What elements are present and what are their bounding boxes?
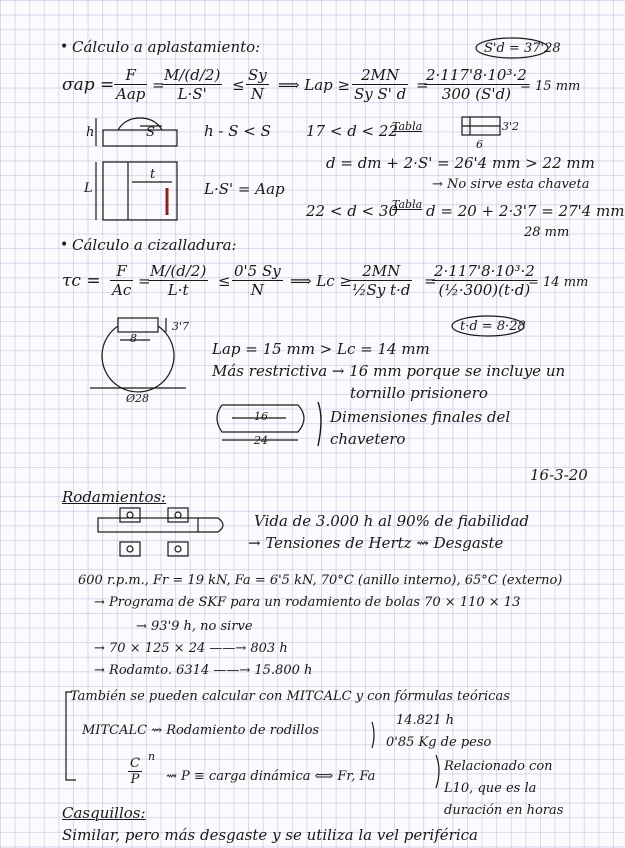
frac-den: Aap: [116, 85, 146, 103]
frac-05sy-n: [232, 262, 283, 299]
d-eq-1: d = dm + 2·S' = 26'4 mm > 22 mm: [326, 154, 595, 172]
frac-num: Sy: [248, 66, 267, 84]
label-t: t: [150, 167, 156, 182]
frac-c-p: [128, 756, 142, 787]
relacionado-3: duración en horas: [444, 803, 564, 818]
frac-f-aap: [114, 66, 147, 103]
frac-2mn: [352, 66, 408, 103]
tau-label: τc =: [62, 271, 101, 291]
frac-num: 2MN: [350, 262, 412, 281]
frac-num: 0'5 Sy: [234, 262, 281, 280]
frac-den: Ac: [112, 281, 132, 299]
casquillos-text: Similar, pero más desgaste y se utiliza la vel periférica: [62, 826, 478, 844]
dim-8: 8: [130, 332, 137, 345]
section-title-cizalladura: Cálculo a cizalladura:: [72, 236, 237, 254]
result-lc: = 14 mm: [528, 275, 589, 290]
keyway-front-rect: [103, 162, 177, 220]
relacionado-1: Relacionado con: [444, 759, 553, 774]
range-22-30: 22 < d < 30: [306, 202, 398, 220]
frac-den: P: [130, 772, 140, 787]
tabla-1: Tabla: [392, 120, 423, 133]
eq-sign-3: =: [138, 272, 151, 290]
result-lap: = 15 mm: [520, 79, 581, 94]
frac-moment: [162, 66, 222, 103]
dim-28: Ø28: [126, 392, 150, 405]
frac-den: N: [250, 281, 264, 299]
bearing-1-bottom: [120, 542, 140, 556]
tabla-2: Tabla: [392, 198, 423, 211]
bullet-2: •: [60, 237, 69, 253]
tambien: También se pueden calcular con MITCALC y con fórmulas teóricas: [70, 689, 510, 704]
lap-vs-lc: Lap = 15 mm > Lc = 14 mm: [212, 340, 430, 358]
dimensiones-finales: Dimensiones finales del: [330, 408, 511, 426]
programa-skf: → Programa de SKF para un rodamiento de bolas 70 × 110 × 13: [94, 595, 521, 610]
mas-restrictiva: Más restrictiva → 16 mm porque se incluye un: [212, 362, 566, 380]
section-title-rodamientos: Rodamientos:: [62, 488, 167, 506]
sigma-label: σap =: [62, 75, 115, 95]
leq-sign: ≤: [232, 76, 245, 94]
label-s: S: [146, 125, 155, 140]
bearing-1-top: [120, 508, 140, 522]
frac-moment-2: [148, 262, 208, 299]
section-title-aplastamiento: Cálculo a aplastamiento:: [72, 38, 261, 56]
implies-lap: ⟹ Lap ≥: [278, 76, 351, 94]
conditions: 600 r.p.m., Fr = 19 kN, Fa = 6'5 kN, 70°C (anillo interno), 65°C (externo): [78, 573, 563, 588]
keyway-bump: [118, 118, 162, 130]
frac-num: M/(d/2): [164, 66, 221, 84]
keyway-side-rect: [103, 130, 177, 146]
circle-note-td: t·d = 8·28: [460, 319, 526, 334]
dim-37: 3'7: [172, 320, 190, 333]
frac-2mn-2: [350, 262, 412, 299]
implies-lc: ⟹ Lc ≥: [290, 272, 352, 290]
leq-sign-2: ≤: [218, 272, 231, 290]
shaft-circle: [102, 326, 174, 392]
shaft-end: [198, 518, 223, 532]
frac-den: N: [250, 85, 264, 103]
frac-den: Sy S' d: [354, 85, 407, 103]
label-h: h: [86, 125, 95, 140]
mit-r1: 14.821 h: [396, 713, 454, 728]
frac-num: 2MN: [352, 66, 408, 85]
d-eq-2b: 28 mm: [524, 225, 570, 240]
range-17-22: 17 < d < 22: [306, 122, 398, 140]
frac-den: (½·300)(t·d): [438, 281, 531, 299]
carga-dinamica: ⇝ P ≡ carga dinámica ⟺ Fr, Fa: [166, 769, 376, 784]
shaft-body: [98, 518, 198, 532]
date: 16-3-20: [530, 466, 588, 484]
frac-num: C: [130, 756, 140, 771]
frac-den: L·S': [177, 85, 207, 103]
bearing-2-bottom: [168, 542, 188, 556]
frac-den: ½Sy t·d: [352, 281, 411, 299]
chavetero: chavetero: [330, 430, 406, 448]
small-b: 6: [476, 138, 483, 151]
dim-24: 24: [254, 434, 268, 447]
mitcalc: MITCALC ⇝ Rodamiento de rodillos: [82, 723, 320, 738]
frac-den: L·t: [167, 281, 189, 299]
ls-aap: L·S' = Aap: [204, 180, 285, 198]
frac-num: F: [114, 66, 147, 85]
d-eq-2: d = 20 + 2·3'7 = 27'4 mm: [426, 202, 625, 220]
frac-numeric-2: [432, 262, 537, 299]
eq-sign-2: =: [416, 76, 429, 94]
frac-num: M/(d/2): [150, 262, 207, 280]
eq-sign-4: =: [424, 272, 437, 290]
small-h: 3'2: [502, 120, 520, 133]
circle-note-sd: S'd = 37'28: [484, 41, 561, 56]
frac-f-ac: [110, 262, 133, 299]
res-3: → Rodamto. 6314 ——→ 15.800 h: [94, 663, 313, 678]
h-s-s: h - S < S: [204, 122, 271, 140]
relacionado-2: L10, que es la: [444, 781, 537, 796]
no-sirve: → No sirve esta chaveta: [432, 177, 590, 192]
section-title-casquillos: Casquillos:: [62, 804, 146, 822]
res-1: → 93'9 h, no sirve: [136, 619, 253, 634]
frac-sy-n: [246, 66, 269, 103]
vida: Vida de 3.000 h al 90% de fiabilidad: [254, 512, 530, 530]
frac-den: 300 (S'd): [441, 85, 511, 103]
label-L: L: [84, 181, 93, 196]
bearing-2-top: [168, 508, 188, 522]
tornillo-prisionero: tornillo prisionero: [350, 384, 488, 402]
frac-num: F: [110, 262, 133, 281]
frac-numeric: [424, 66, 529, 103]
exponent-n: n: [148, 750, 156, 763]
eq-sign: =: [152, 76, 165, 94]
mit-r2: 0'85 Kg de peso: [386, 735, 492, 750]
frac-num: 2·117'8·10³·2: [434, 262, 535, 280]
frac-num: 2·117'8·10³·2: [426, 66, 527, 84]
bullet-1: •: [60, 39, 69, 55]
dim-16: 16: [254, 410, 268, 423]
res-2: → 70 × 125 × 24 ——→ 803 h: [94, 641, 288, 656]
tensiones: → Tensiones de Hertz ⇝ Desgaste: [248, 534, 504, 552]
